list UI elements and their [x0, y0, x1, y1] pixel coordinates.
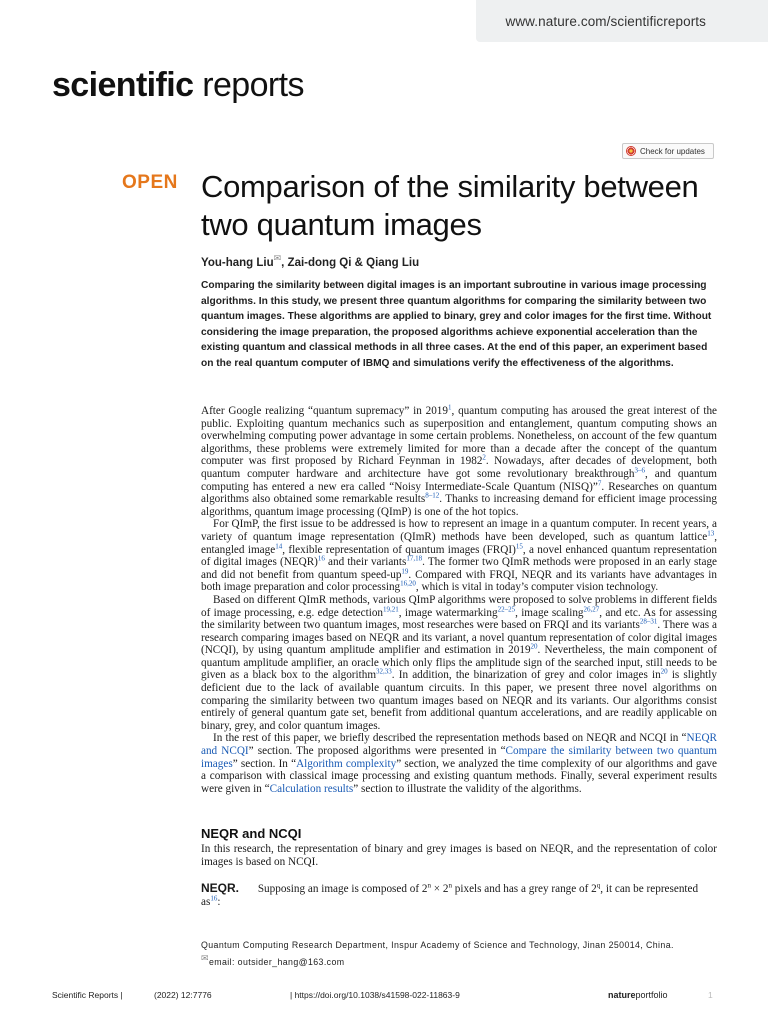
journal-logo — [52, 66, 304, 105]
citation-superscript[interactable]: 22–25 — [497, 604, 516, 613]
citation-superscript[interactable]: 1 — [448, 403, 452, 412]
citation-superscript[interactable]: 19 — [401, 566, 409, 575]
body-text-run: . Researches on quantum algorithms also obtained some remarkable results — [201, 480, 718, 506]
body-text-run: and their variants — [324, 556, 407, 569]
body-text-run: ” section. The proposed algorithms were presented in “ — [248, 745, 506, 758]
citation-superscript[interactable]: 17,18 — [406, 554, 423, 563]
section-heading: NEQR and NCQI — [201, 826, 302, 841]
paragraph-2 — [201, 518, 717, 594]
url-bar — [476, 0, 768, 42]
exponent: q — [596, 881, 601, 890]
citation-superscript[interactable]: 26,27 — [583, 604, 600, 613]
body-text-run: , which is vital in today’s computer vision technology. — [415, 581, 659, 594]
citation-superscript[interactable]: 20 — [530, 642, 538, 651]
article-body — [201, 405, 717, 795]
exponent: n — [427, 881, 431, 890]
footer-volume: (2022) 12:7776 — [154, 990, 212, 1000]
body-text-run: , entangled image — [201, 530, 717, 556]
email-text[interactable]: email: outsider_hang@163.com — [208, 956, 345, 967]
journal-url[interactable]: www.nature.com/scientificreports — [505, 14, 706, 29]
citation-superscript[interactable]: 28–31 — [639, 617, 658, 626]
citation-superscript[interactable]: 16 — [317, 554, 325, 563]
body-text-run: Supposing an image is composed of 2 — [255, 883, 428, 895]
citation-superscript[interactable]: 20 — [660, 667, 668, 676]
body-text-run: × 2 — [430, 883, 449, 895]
paragraph-3 — [201, 594, 717, 733]
paragraph-1 — [201, 405, 717, 518]
check-for-updates-button[interactable] — [622, 143, 714, 159]
body-text-run: , it can be represented as — [201, 883, 699, 908]
journal-name-light: reports — [202, 66, 304, 104]
paragraph-4 — [201, 732, 717, 795]
body-text-run: , image scaling — [515, 606, 584, 619]
author-list — [201, 253, 419, 269]
body-text-run: ” section. In “ — [232, 757, 297, 770]
brand-bold: nature — [608, 990, 636, 1000]
footer-doi[interactable]: | https://doi.org/10.1038/s41598-022-11863-9 — [290, 990, 460, 1000]
citation-superscript[interactable]: 16,20 — [400, 579, 416, 588]
body-text-run: , quantum computing has aroused the great interest of the public. Exploiting quantum mechanics such as superposition and entanglement, quantum computing shows an overwhelming computing power advantage in some certain problems. Nonetheless, on account of the few quantum algorithms, these problems were extremely limited for more than a decade after the concept of the quantum computer was first proposed by Richard Feynman in 1982 — [201, 405, 717, 468]
body-text-run: , and quantum computing has entered a new era called “Noisy Intermediate-Scale Quantum (NISQ)” — [201, 467, 717, 493]
affiliation-line: Quantum Computing Research Department, Inspur Academy of Science and Technology, Jinan 250014, China. — [201, 940, 674, 950]
citation-superscript[interactable]: 2 — [482, 453, 486, 462]
abstract: Comparing the similarity between digital images is an important subroutine in various image processing algorithms. In this study, we present three quantum algorithms for comparing the similarity between two quantum images. These algorithms are applied to binary, grey and color images for the first time. Without considering the image preparation, the proposed algorithms achieve exponential acceleration than the existing quantum and classical methods in all three cases. At the end of this paper, an experiment based on the real quantum computer of IBMQ and simulations verify the effectiveness of the algorithms. — [201, 280, 712, 369]
section-link[interactable]: NEQR and NCQI — [201, 732, 717, 758]
envelope-icon: ✉ — [201, 953, 209, 963]
body-text-run: . Nevertheless, the main component of quantum amplitude amplifier, an oracle which only flips the amplitude sign of the searched input, still needs to be given as a black box to the algorithm — [201, 644, 717, 682]
body-text-run: . There was a research comparing images based on NEQR and its variant, a novel quantum representation of color digital images (NCQI), by using quantum amplitude amplifier and estimation in 2019 — [201, 619, 717, 657]
affiliation — [201, 939, 721, 969]
open-access-label: OPEN — [122, 172, 178, 193]
body-text-run: is slightly deficient due to the lack of available quantum circuits. In this paper, we present three novel algorithms on comparing the similarity between two quantum images based on NEQR and its variants. Our algorithms consist entirely of general quantum gate set, benefit from additional quantum accelerations, and are readily applicable on binary, grey, and color quantum images. — [201, 669, 717, 732]
section-link[interactable]: Algorithm complexity — [296, 757, 397, 770]
citation-superscript[interactable]: 7 — [597, 478, 602, 487]
envelope-icon[interactable]: ✉ — [273, 253, 282, 263]
citation-superscript[interactable]: 13 — [707, 529, 715, 538]
citation-superscript[interactable]: 16 — [210, 893, 218, 902]
section-link[interactable]: Compare the similarity between two quantum images — [201, 745, 718, 770]
page-footer — [52, 990, 716, 1004]
page-number: 1 — [708, 990, 713, 1000]
check-updates-label: Check for updates — [640, 146, 705, 156]
brand-light: portfolio — [635, 990, 668, 1000]
authors-text — [201, 253, 420, 269]
citation-superscript[interactable]: 3–6 — [634, 466, 645, 475]
body-text-run: ” section to illustrate the validity of the algorithms. — [353, 782, 582, 795]
section-link[interactable]: Calculation results — [269, 782, 354, 795]
neqr-paragraph — [201, 882, 717, 908]
body-text-run: pixels and has a grey range of 2 — [451, 883, 597, 895]
section-paragraph: In this research, the representation of binary and grey images is based on NEQR, and the representation of color images is based on NCQI. — [201, 843, 717, 868]
neqr-label: NEQR. — [201, 881, 240, 895]
crossmark-icon — [626, 146, 636, 156]
coauthors: , Zai-dong Qi & Qiang Liu — [281, 256, 420, 269]
body-text-run: , image watermarking — [398, 606, 498, 619]
body-text-run: . The former two QImR methods were proposed in an early stage and did not benefit from quantum speed-up — [201, 556, 718, 581]
citation-superscript[interactable]: 14 — [275, 541, 283, 550]
body-text-run: , and etc. As for assessing the similarity between two quantum images, most researches were based on FRQI and its variants — [201, 606, 717, 632]
nature-portfolio-logo — [608, 990, 668, 1000]
citation-superscript[interactable]: 8–12 — [425, 491, 440, 500]
body-text-run: Based on different QImR methods, various QImP algorithms were proposed to solve problems in different fields of image processing, e.g. edge detection — [201, 593, 717, 619]
body-text-run: , flexible representation of quantum images (FRQI) — [282, 543, 516, 556]
body-text-run: , a novel enhanced quantum representation of digital images (NEQR) — [201, 543, 718, 569]
citation-superscript[interactable]: 32,33 — [376, 667, 392, 676]
body-text-run: For QImP, the first issue to be addressed is how to represent an image in a quantum computer. In recent years, a variety of quantum image representation (QImR) methods have been developed, such as quantum lattice — [201, 518, 717, 543]
exponent: n — [448, 881, 452, 890]
body-text-run: . Compared with FRQI, NEQR and its variants have advantages in both image preparation and color processing — [201, 568, 717, 594]
body-text-run: : — [217, 895, 221, 908]
body-text-run: . Nowadays, after decades of development, both quantum computer hardware and architecture have got some revolutionary breakthrough — [201, 455, 717, 480]
body-text-run: ” section, we analyzed the time complexity of our algorithms and gave a comparison with classical image processing and existing quantum methods. Finally, several experiment results were given in “ — [201, 757, 717, 795]
body-text-run: After Google realizing “quantum supremacy” in 2019 — [201, 405, 448, 417]
footer-journal: Scientific Reports | — [52, 990, 123, 1000]
body-text-run: In the rest of this paper, we briefly described the representation methods based on NEQR and NCQI in “ — [213, 732, 687, 745]
body-text-run: . Thanks to increasing demand for efficient image processing algorithms, quantum image processing (QImP) is one of the hot topics. — [201, 493, 717, 518]
citation-superscript[interactable]: 19,21 — [383, 604, 399, 613]
email-line — [201, 952, 721, 969]
neqr-text — [201, 883, 698, 908]
citation-superscript[interactable]: 15 — [515, 541, 523, 550]
body-text-run: . In addition, the binarization of grey and color images in — [391, 669, 661, 682]
corresponding-author: You-hang Liu — [201, 256, 274, 269]
journal-name-bold: scientific — [52, 66, 194, 104]
article-title: Comparison of the similarity between two quantum images — [201, 169, 699, 242]
